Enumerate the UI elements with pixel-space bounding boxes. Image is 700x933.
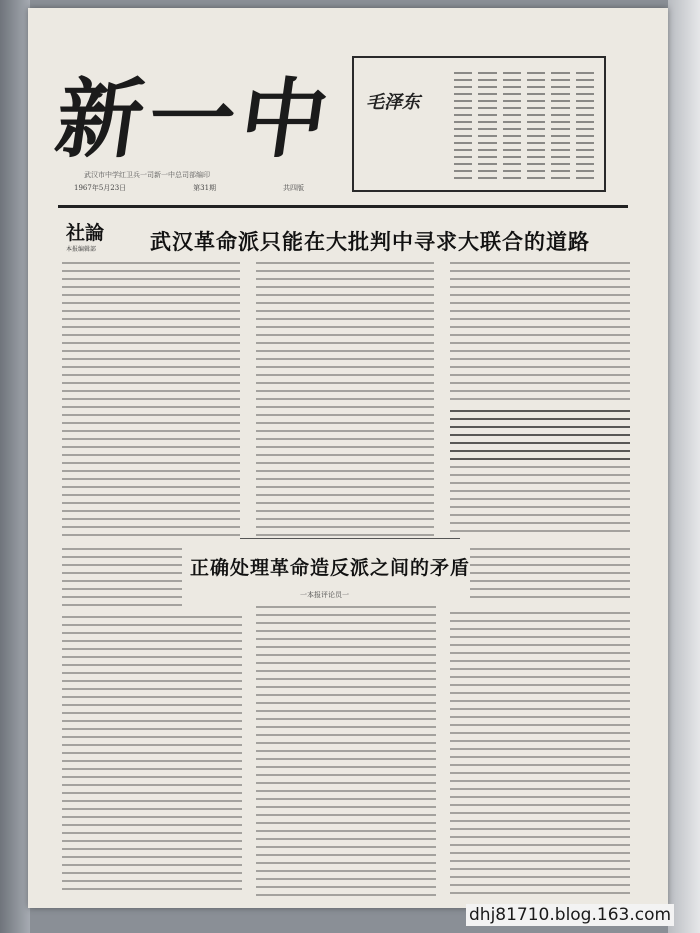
article2-column-3-top xyxy=(470,548,630,604)
article2-byline: 一本报评论员一 xyxy=(300,591,349,599)
editorial-column-3-bold xyxy=(450,410,630,460)
issue-pages: 共四版 xyxy=(282,184,304,192)
watermark-text: dhj81710.blog.163.com xyxy=(466,904,674,926)
publisher-line: 武汉市中学红卫兵一司新一中总司部编印 xyxy=(84,171,210,179)
editorial-column-1 xyxy=(62,262,240,537)
article2-headline: 正确处理革命造反派之间的矛盾 xyxy=(190,557,471,579)
issue-number: 第31期 xyxy=(193,184,217,192)
article2-intro xyxy=(62,548,182,610)
quote-column xyxy=(527,72,545,180)
quote-signature: 毛泽东 xyxy=(366,92,420,113)
quote-column xyxy=(478,72,496,180)
article2-column-2 xyxy=(256,606,436,896)
editorial-column-2 xyxy=(256,262,434,537)
editorial-column-3b xyxy=(450,466,630,538)
quote-column xyxy=(576,72,594,180)
editorial-tag-sub: 本报编辑部 xyxy=(66,246,97,253)
background-left xyxy=(0,0,30,933)
issue-info xyxy=(74,183,304,193)
issue-date: 1967年5月23日 xyxy=(74,184,127,192)
quote-column xyxy=(454,72,472,180)
divider-line xyxy=(240,538,460,539)
editorial-tag: 社論 xyxy=(66,222,105,244)
editorial-column-3 xyxy=(450,262,630,402)
quote-column xyxy=(503,72,521,180)
quotation-box xyxy=(352,56,606,192)
quote-text xyxy=(454,72,594,180)
article2-column-3 xyxy=(450,612,630,896)
masthead-rule xyxy=(58,205,628,208)
background-right xyxy=(668,0,700,933)
masthead-title: 新一中 xyxy=(49,69,341,170)
editorial-headline: 武汉革命派只能在大批判中寻求大联合的道路 xyxy=(150,229,590,254)
quote-column xyxy=(551,72,569,180)
article2-column-1 xyxy=(62,616,242,896)
